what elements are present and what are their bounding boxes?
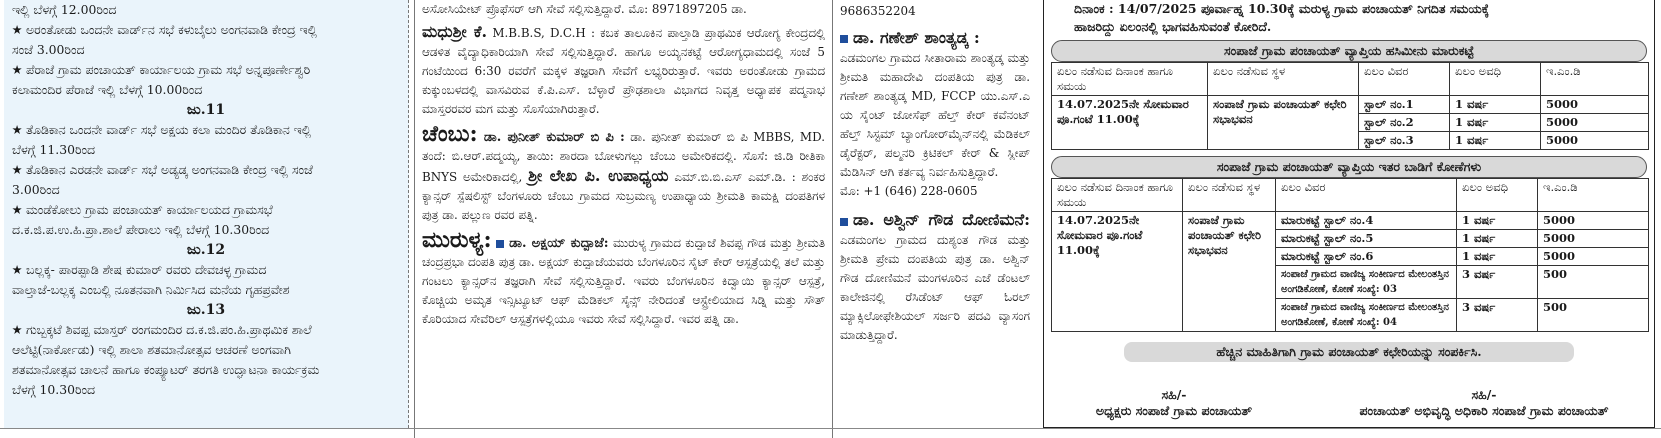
signature-title: ಅಧ್ಯಕ್ಷರು ಸಂಪಾಜೆ ಗ್ರಾಮ ಪಂಚಾಯತ್ [1095, 403, 1253, 418]
table-row [1052, 96, 1649, 114]
table-cell: 3 ವರ್ಷ [1457, 266, 1538, 299]
event-line: 3.00ರಿಂದ [12, 182, 60, 197]
table-cell: ಸ್ಟಾಲ್ ನಂ.2 [1359, 114, 1450, 132]
column-header: ಏಲಂ ನಡೆಸುವ ದಿನಾಂಕ ಹಾಗೂ ಸಮಯ [1052, 179, 1183, 212]
column-header: ಏಲಂ ವಿವರ [1359, 63, 1450, 96]
doctor-name: ಮಧುಶ್ರೀ ಕೆ. [422, 22, 488, 41]
table-cell: ಮಾರುಕಟ್ಟೆ ಸ್ಟಾಲ್ ನಂ.5 [1276, 230, 1457, 248]
doctor-name: ಡಾ. ಪುನೀತ್ ಕುಮಾರ್ ಬಿ ಪಿ : [477, 130, 625, 145]
event-line: ಬೆಳಗ್ಗೆ 10.30ರಿಂದ [12, 382, 96, 397]
auction-date: 14.07.2025ನೇ ಸೋಮವಾರ ಪೂ.ಗಂಟೆ 11.00ಕ್ಕೆ [1052, 96, 1208, 150]
table-cell: 500 [1538, 299, 1649, 332]
table-cell: 1 ವರ್ಷ [1450, 114, 1541, 132]
article-paragraph [422, 227, 825, 329]
doctor-heading [840, 27, 1030, 49]
article-paragraph [840, 209, 1030, 345]
table-cell: 500 [1538, 266, 1649, 299]
event-line: ★ ಅರಂತೋಡು ಒಂದನೇ ವಾರ್ಡ್‌ನ ಸಭೆ ಕಳುಬೈಲು ಅಂಗನವಾಡಿ ಕೇಂದ್ರ ಇಲ್ಲಿ [12, 22, 317, 37]
phone-number: 9686352204 [840, 4, 916, 18]
event-line: ★ ತೊಡಿಕಾನ ಒಂದನೇ ವಾರ್ಡ್ ಸಭೆ ಅಕ್ಷಯ ಕಲಾ ಮಂದಿರ ತೊಡಿಕಾನ ಇಲ್ಲಿ [12, 122, 312, 137]
date-heading: ಜು.12 [186, 242, 226, 258]
doctor-name: ಡಾ. ಅಶ್ವಿನ್ ಗೌಡ ದೋಣಿಮನೆ: [853, 210, 1030, 229]
doctors-column-2 [840, 0, 1030, 438]
event-line: ★ ಮಂಡೆಕೋಲು ಗ್ರಾಮ ಪಂಚಾಯತ್ ಕಾರ್ಯಾಲಯದ ಗ್ರಾಮಸಭೆ [12, 202, 273, 217]
table-cell: 3 ವರ್ಷ [1457, 299, 1538, 332]
event-line: ★ ಬಲ್ಲಕ್ಕ- ಪಾರಪ್ಪಾಡಿ ಶೇಷ ಕುಮಾರ್ ರವರು ದೇವಚಳ್ಳ ಗ್ರಾಮದ [12, 262, 267, 277]
signature-president [1074, 387, 1274, 419]
table-cell: ಸಂಪಾಜೆ ಗ್ರಾಮದ ವಾಣಿಜ್ಯ ಸಂಕೀರ್ಣದ ಮೇಲಂತಸ್ತಿನ ಅಂಗಡಿಕೋಣೆ, ಕೋಣೆ ಸಂಖ್ಯೆ: 03 [1276, 266, 1457, 299]
table-cell: 5000 [1538, 212, 1649, 230]
table-cell: ಸ್ಟಾಲ್ ನಂ.1 [1359, 96, 1450, 114]
section-heading: ಸಂಪಾಜೆ ಗ್ರಾಮ ಪಂಚಾಯತ್ ವ್ಯಾಪ್ತಿಯ ಇತರ ಬಾಡಿಗೆ ಕೋಣೆಗಳು [1051, 156, 1647, 178]
column-header: ಏಲಂ ನಡೆಸುವ ಸ್ಥಳ [1183, 179, 1276, 212]
event-line: ಬೆಳಗ್ಗೆ 11.30ರಿಂದ [12, 142, 96, 157]
contact-banner: ಹೆಚ್ಚಿನ ಮಾಹಿತಿಗಾಗಿ ಗ್ರಾಮ ಪಂಚಾಯತ್ ಕಛೇರಿಯನ್ನು ಸಂಪರ್ಕಿಸಿ. [1124, 342, 1574, 362]
article-text: ಎಡಮಂಗಲ ಗ್ರಾಮದ ಸೀತಾರಾಮ ಶಾಂತ್ಯಡ್ಕ ಮತ್ತು ಶ್ರೀಮತಿ ಮಹಾದೇವಿ ದಂಪತಿಯ ಪುತ್ರ ಡಾ. ಗಣೇಶ್ ಶಾಂತ್ಯಡ್ಕ MD, FCCP ಯು.ಎಸ್.ಎ ಯ ಸೈಂಟ್ ಜೋಸೆಫ್ ಹೆಲ್ತ್ ಕೇರ್ ಕವೆನಂಟ್ ಹೆಲ್ತ್ ಸಿಸ್ಟಮ್ ಬ್ಯಾಂಗೋರ್‌ಮೈನ್‌ನಲ್ಲಿ ಮೆಡಿಕಲ್ ಡೈರೆಕ್ಟರ್, ಪಲ್ಮನರಿ ಕ್ರಿಟಿಕಲ್ ಕೇರ್ & ಸ್ಲೀಪ್ ಮೆಡಿಸಿನ್ ಆಗಿ ಕರ್ತವ್ಯ ನಿರ್ವಹಿಸುತ್ತಿದ್ದಾರೆ. [840, 51, 1030, 179]
event-line: ಇಲ್ಲಿ ಬೆಳಗ್ಗೆ 12.00ರಿಂದ [12, 2, 117, 17]
column-divider [414, 0, 415, 438]
bullet-square-icon [496, 240, 504, 248]
auction-notice [1043, 0, 1655, 428]
table-cell: ಸಂಪಾಜೆ ಗ್ರಾಮದ ವಾಣಿಜ್ಯ ಸಂಕೀರ್ಣದ ಮೇಲಂತಸ್ತಿನ ಅಂಗಡಿಕೋಣೆ, ಕೋಣೆ ಸಂಖ್ಯೆ: 04 [1276, 299, 1457, 332]
table-cell: 1 ವರ್ಷ [1457, 212, 1538, 230]
notice-text: ದಿನಾಂಕ : 14/07/2025 ಪೂರ್ವಾಹ್ನ 10.30ಕ್ಕೆ ಮರುಳ್ಯ ಗ್ರಾಮ ಪಂಚಾಯತ್ ನಿಗದಿತ ಸಮಯಕ್ಕೆ [1074, 1, 1490, 16]
auction-place: ಸಂಪಾಜೆ ಗ್ರಾಮ ಪಂಚಾಯತ್ ಕಛೇರಿ ಸಭಾಭವನ [1183, 212, 1276, 332]
article-text: ಎಮ್.ಬಿ.ಬಿ.ಎಸ್ ಎಮ್.ಡಿ. : ಶಂಕರ ಕ್ಯಾನ್ಸರ್ ಸ್ಪೆಷಲಿಸ್ಟ್ ಬೆಂಗಳೂರು ಚೆಂಬು ಗ್ರಾಮದ ಸುಬ್ರಮಣ್ಯ ಉಪಾಧ್ಯಾಯ ಶ್ರೀಮತಿ ಕಾಮಕ್ಷಿ ದಂಪತಿಗಳ ಪುತ್ರ ಡಾ. ಪಲ್ಲುಣ ರವರ ಪತ್ನಿ. [422, 170, 825, 222]
bullet-square-icon [840, 218, 848, 226]
place-heading: ಚೆಂಬು: [422, 121, 478, 147]
phone-number: ಮೊ: +1 (646) 228-0605 [840, 184, 978, 198]
table-cell: 1 ವರ್ಷ [1457, 248, 1538, 266]
table-cell: 1 ವರ್ಷ [1450, 96, 1541, 114]
table-header-row [1052, 63, 1649, 96]
event-line: ★ ತೊಡಿಕಾನ ಎರಡನೇ ವಾರ್ಡ್ ಸಭೆ ಅಡ್ಯಡ್ಕ ಅಂಗನವಾಡಿ ಕೇಂದ್ರ ಇಲ್ಲಿ ಸಂಜೆ [12, 162, 313, 177]
article-text: ಡಾ. ಪುನೀತ್ ಕುಮಾರ್ ಬಿ ಪಿ MBBS, MD. ತಂದೆ: ಬಿ.ಆರ್.ಪದ್ಮಯ್ಯ, ತಾಯಿ: ಶಾರದಾ ಬೋಳುಗಲ್ಲು ಚೆಂಬು ಅಮೇರಿಕದಲ್ಲಿ. ಸೊಸೆ: ಜಿ.ಡಿ ರೀತಿಕಾ BNYS ಅಮೇರಿಕಾದಲ್ಲಿ, [422, 130, 825, 184]
bottom-rule [0, 428, 1661, 429]
column-header: ಏಲಂ ನಡೆಸುವ ದಿನಾಂಕ ಹಾಗೂ ಸಮಯ [1052, 63, 1208, 96]
column-divider [832, 0, 833, 438]
column-header: ಏಲಂ ಅವಧಿ [1450, 63, 1541, 96]
table-cell: ಮಾರುಕಟ್ಟೆ ಸ್ಟಾಲ್ ನಂ.4 [1276, 212, 1457, 230]
column-header: ಇ.ಎಂ.ಡಿ [1538, 179, 1649, 212]
table-cell: 1 ವರ್ಷ [1450, 132, 1541, 150]
events-column [4, 0, 409, 428]
signature-title: ಪಂಚಾಯತ್ ಅಭಿವೃದ್ಧಿ ಅಧಿಕಾರಿ ಸಂಪಾಜೆ ಗ್ರಾಮ ಪಂಚಾಯತ್ [1359, 403, 1609, 418]
table-row [1052, 212, 1649, 230]
table-cell: ಸ್ಟಾಲ್ ನಂ.3 [1359, 132, 1450, 150]
event-line: ಸಂಜೆ 3.00ರಿಂದ [12, 42, 85, 57]
table-header-row [1052, 179, 1649, 212]
doctor-name: ಶ್ರೀ ಲೇಖ ಪಿ. ಉಪಾಧ್ಯಯ [528, 166, 669, 185]
article-text: ಎಡಮಂಗಲ ಗ್ರಾಮದ ದುಶ್ಯಂತ ಗೌಡ ಮತ್ತು ಶ್ರೀಮತಿ ಪ್ರೇಮ ದಂಪತಿಯ ಪುತ್ರ ಡಾ. ಅಶ್ವಿನ್ ಗೌಡ ದೋಣಿಮನೆ ಮಂಗಳೂರಿನ ಎಜೆ ಡೆಂಟಲ್ ಕಾಲೇಜಿನಲ್ಲಿ ರೆಸಿಡೆಂಟ್ ಆಫ್ ಓರಲ್ ಮ್ಯಾಕ್ಸಿಲೋಫೇಶಿಯಲ್ ಸರ್ಜರಿ ಪದವಿ ವ್ಯಾಸಂಗ ಮಾಡುತ್ತಿದ್ದಾರೆ. [840, 233, 1030, 342]
date-heading: ಜು.11 [186, 102, 226, 118]
place-heading: ಮುರುಳ್ಯ: [422, 227, 492, 253]
table-cell: ಮಾರುಕಟ್ಟೆ ಸ್ಟಾಲ್ ನಂ.6 [1276, 248, 1457, 266]
auction-place: ಸಂಪಾಜೆ ಗ್ರಾಮ ಪಂಚಾಯತ್ ಕಛೇರಿ ಸಭಾಭವನ [1208, 96, 1359, 150]
event-line: ವಾಲ್ತಾಜೆ-ಬಲ್ಲಕ್ಕ ಎಂಬಲ್ಲಿ ನೂತನವಾಗಿ ನಿರ್ಮಿಸಿದ ಮನೆಯ ಗೃಹಪ್ರವೇಶ [12, 282, 290, 297]
column-header: ಏಲಂ ಅವಧಿ [1457, 179, 1538, 212]
doctor-name: ಡಾ. ಅಕ್ಷಯ್ ಕುದ್ಪಾಜೆ: [509, 236, 609, 251]
column-header: ಇ.ಎಂ.ಡಿ [1541, 63, 1649, 96]
article-text: ಅಸೋಸಿಯೇಟ್ ಪ್ರೊಫೆಸರ್ ಆಗಿ ಸೇವೆ ಸಲ್ಲಿಸುತ್ತಿದ್ದಾರೆ. ಮೊ: 8971897205 ಡಾ. [422, 2, 747, 16]
table-cell: 5000 [1541, 96, 1649, 114]
doctor-name: ಡಾ. ಗಣೇಶ್ ಶಾಂತ್ಯಡ್ಕ : [853, 28, 980, 47]
article-text: M.B.B.S, D.C.H : ಕಬಕ ತಾಲೂಕಿನ ಪಾಲ್ತಾಡಿ ಪ್ರಾಥಮಿಕ ಆರೋಗ್ಯ ಕೇಂದ್ರದಲ್ಲಿ ಆಡಳಿತ ವೈದ್ಯಾಧಿಕಾರಿಯಾಗಿ ಸೇವೆ ಸಲ್ಲಿಸುತ್ತಿದ್ದಾರೆ. ಹಾಗೂ ಅಯ್ಯನಕಟ್ಟೆ ಆರೋಗ್ಯಧಾಮದಲ್ಲಿ ಸಂಜೆ 5 ಗಂಟೆಯಿಂದ 6:30 ರವರೆಗೆ ಮಕ್ಕಳ ತಜ್ಞರಾಗಿ ಸೇವೆಗೆ ಲಭ್ಯರಿರುತ್ತಾರೆ. ಇವರು ಅರಂತೋಡು ಗ್ರಾಮದ ಕುಕ್ಕುಂಬಳದಲ್ಲಿ ವಾಸವಿರುವ ಕೆ.ಪಿ.ಎಸ್. ಬೆಳ್ಳಾರೆ ಪ್ರೌಢಶಾಲಾ ವಿಭಾಗದ ನಿವೃತ್ತ ಅಧ್ಯಾಪಕ ಪದ್ಮನಾಭ ಮಾಸ್ತರರವರ ಮಗ ಮತ್ತು ಸೊಸೆಯಾಗಿರುತ್ತಾರೆ. [422, 26, 825, 116]
signature-mark: ಸಹಿ/- [1161, 387, 1187, 402]
signature-pdo [1324, 387, 1644, 419]
article-paragraph [422, 22, 825, 119]
auction-date: 14.07.2025ನೇ ಸೋಮವಾರ ಪೂ.ಗಂಟೆ 11.00ಕ್ಕೆ [1052, 212, 1183, 332]
event-line: ಶತಮಾನೋತ್ಸವ ಚಾಲನೆ ಹಾಗೂ ಕಂಪ್ಯೂಟರ್ ತರಗತಿ ಉದ್ಘಾಟನಾ ಕಾರ್ಯಕ್ರಮ [12, 362, 320, 377]
date-heading: ಜು.13 [186, 302, 226, 318]
event-line: ಆಲೆಟ್ಟಿ(ನಾರ್ಕೋಡು) ಇಲ್ಲಿ ಶಾಲಾ ಶತಮಾನೋತ್ಸವ ಆಚರಣೆ ಅಂಗವಾಗಿ [12, 342, 291, 357]
event-line: ★ ಪೆರಾಜೆ ಗ್ರಾಮ ಪಂಚಾಯತ್ ಕಾರ್ಯಾಲಯ ಗ್ರಾಮ ಸಭೆ ಅನ್ನಪೂರ್ಣೇಶ್ವರಿ [12, 62, 311, 77]
event-line: ಕಲಾಮಂದಿರ ಪೆರಾಜೆ ಇಲ್ಲಿ ಬೆಳಗ್ಗೆ 10.00ರಿಂದ [12, 82, 203, 97]
column-header: ಏಲಂ ವಿವರ [1276, 179, 1457, 212]
column-header: ಏಲಂ ನಡೆಸುವ ಸ್ಥಳ [1208, 63, 1359, 96]
signature-mark: ಸಹಿ/- [1471, 387, 1497, 402]
notice-text: ಹಾಜರಿದ್ದು ಏಲಂನಲ್ಲಿ ಭಾಗವಹಿಸುವಂತೆ ಕೋರಿದೆ. [1074, 19, 1272, 34]
table-cell: 5000 [1538, 248, 1649, 266]
table-cell: 5000 [1541, 132, 1649, 150]
bullet-square-icon [840, 35, 848, 43]
auction-table-rooms [1051, 178, 1649, 332]
event-line: ದ.ಕ.ಜಿ.ಪ.ಉ.ಹಿ.ಪ್ರಾ.ಶಾಲೆ ಪೇರಾಲು ಇಲ್ಲಿ ಬೆಳಗ್ಗೆ 10.30ರಿಂದ [12, 222, 270, 237]
table-cell: 5000 [1538, 230, 1649, 248]
doctors-column [422, 0, 825, 438]
section-heading: ಸಂಪಾಜೆ ಗ್ರಾಮ ಪಂಚಾಯತ್ ವ್ಯಾಪ್ತಿಯ ಹಸಿಮೀನು ಮಾರುಕಟ್ಟೆ [1051, 40, 1647, 62]
table-cell: 1 ವರ್ಷ [1457, 230, 1538, 248]
auction-table-fish-market [1051, 62, 1649, 150]
table-cell: 5000 [1541, 114, 1649, 132]
article-text: ಮುರುಳ್ಯ ಗ್ರಾಮದ ಕುದ್ಪಾಜೆ ಶಿವಪ್ಪ ಗೌಡ ಮತ್ತು ಶ್ರೀಮತಿ ಚಂದ್ರಪ್ರಭಾ ದಂಪತಿ ಪುತ್ರ ಡಾ. ಅಕ್ಷಯ್ ಕುದ್ಪಾಜೆಯವರು ಬೆಂಗಳೂರಿನ ಸೈಟ್ ಕೇರ್ ಆಸ್ಪತ್ರೆಯಲ್ಲಿ ತಲೆ ಮತ್ತು ಗಂಟಲು ಕ್ಯಾನ್ಸರ್‌ನ ತಜ್ಞರಾಗಿ ಸೇವೆ ಸಲ್ಲಿಸುತ್ತಿದ್ದಾರೆ. ಇವರು ಬೆಂಗಳೂರಿನ ಕಿದ್ವಾಯಿ ಕ್ಯಾನ್ಸರ್ ಆಸ್ಪತ್ರೆ, ಕೊಚ್ಚಿಯ ಅಮೃತ ಇನ್ಸಿಟ್ಯೂಟ್ ಆಫ್ ಮೆಡಿಕಲ್ ಸೈನ್ಸ್ ನೇರಿದಂತೆ ಆಸ್ಟ್ರೇಲಿಯಾದ ಸಿಡ್ನಿ ಮತ್ತು ಸೌತ್ ಕೊರಿಯಾದ ಸೇವೆರಿಲ್ ಆಸ್ಪತ್ರೆಗಳಲ್ಲಿಯೂ ಇವರು ಸೇವೆ ಸಲ್ಲಿಸಿದ್ದಾರೆ. ಇವರ ಪತ್ನಿ ಡಾ. [422, 236, 825, 326]
article-paragraph [422, 121, 825, 225]
event-line: ★ ಗುಬ್ಬಕ್ಕಟೆ ಶಿವಪ್ಪ ಮಾಸ್ತರ್ ರಂಗಮಂದಿರ ದ.ಕ.ಜಿ.ಪಂ.ಹಿ.ಪ್ರಾಥಮಿಕ ಶಾಲೆ [12, 322, 312, 337]
